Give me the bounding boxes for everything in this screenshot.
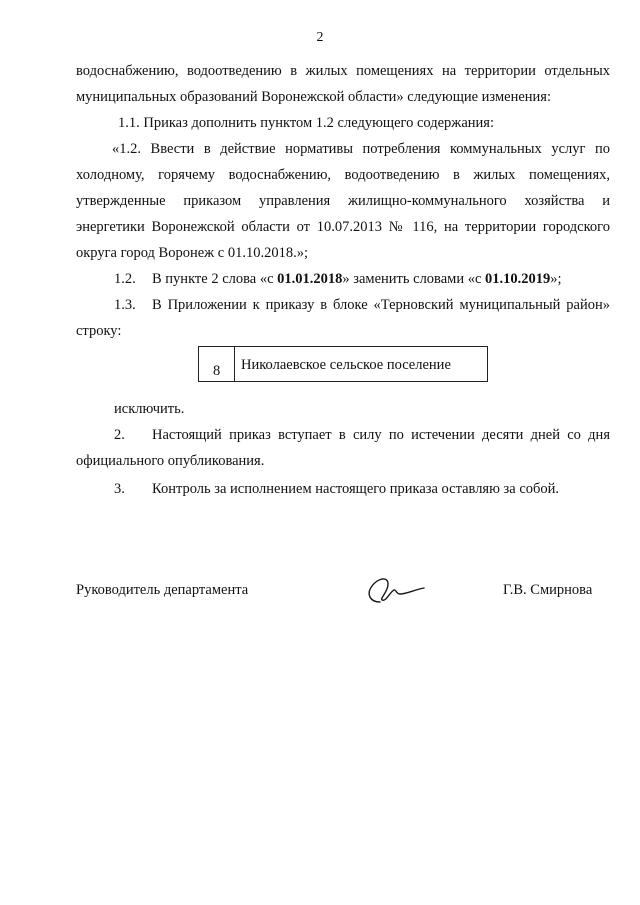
- item-1-2-quote: «1.2. Ввести в действие нормативы потребления коммунальных услуг по холодному, горячему водоснабжению, водоотведению в жилых помещениях, утвержденные приказом управления жилищно-коммунального хозяйства и энергетики Воронежской области от 10.07.2013 № 116, на территории городского округа город Воронеж с 01.10.2018.»;: [76, 141, 610, 261]
- signer-name: Г.В. Смирнова: [503, 582, 593, 598]
- item-2-text: Настоящий приказ вступает в силу по истечении десяти дней со дня официального опубликования.: [76, 427, 610, 469]
- item-3-number: 3.: [114, 481, 125, 497]
- exclude-text: исключить.: [114, 401, 185, 417]
- row-number-cell: [199, 347, 235, 381]
- item-1-3-text: В Приложении к приказу в блоке «Терновский муниципальный район» строку:: [76, 297, 610, 339]
- item-1-3-paragraph: [76, 292, 610, 344]
- item-2-paragraph: [76, 422, 610, 474]
- row-number: 8: [213, 363, 221, 379]
- item-1-2-number: 1.2.: [114, 271, 136, 287]
- intro-paragraph: водоснабжению, водоотведению в жилых помещениях на территории отдельных муниципальных образований Воронежской области» следующие изменения:: [76, 63, 610, 105]
- excluded-row-table: [198, 346, 488, 382]
- item-1-2-old-date: 01.01.2018: [277, 271, 343, 287]
- handwritten-signature: [362, 572, 426, 606]
- item-1-2-new-date: 01.10.2019: [485, 271, 551, 287]
- item-1-2-text-middle: » заменить словами «с: [342, 271, 486, 287]
- item-3-line: [114, 476, 640, 502]
- item-1-1: 1.1. Приказ дополнить пунктом 1.2 следующего содержания:: [118, 115, 494, 131]
- item-1-2-text-after: »;: [550, 271, 562, 287]
- item-1-2-text-before: В пункте 2 слова «с: [152, 271, 278, 287]
- page-number: 2: [316, 30, 324, 45]
- item-1-2-line: [114, 266, 640, 292]
- item-1-3-number: 1.3.: [114, 297, 136, 313]
- item-2-number: 2.: [114, 427, 125, 443]
- signer-position: Руководитель департамента: [76, 582, 249, 598]
- item-3-text: Контроль за исполнением настоящего приказа оставляю за собой.: [152, 481, 560, 497]
- row-name-cell: Николаевское сельское поселение: [241, 357, 451, 373]
